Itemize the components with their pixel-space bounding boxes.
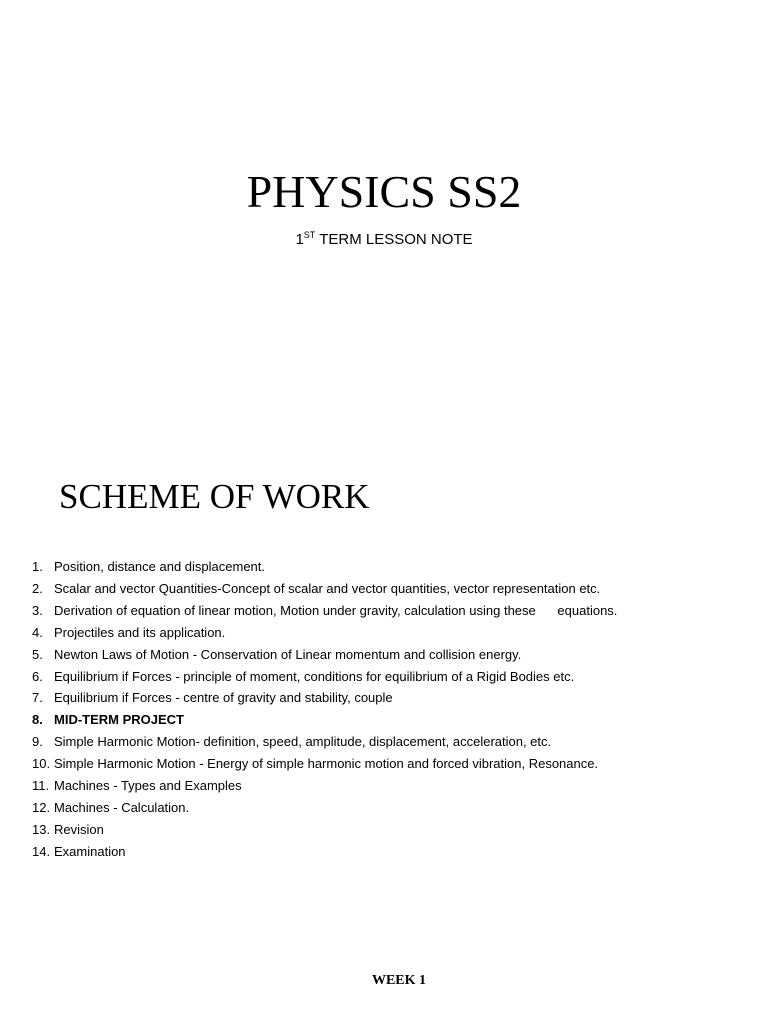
list-item-number: 13. xyxy=(32,821,51,837)
list-item-text: Machines - Types and Examples xyxy=(54,778,242,794)
list-item-text: Examination xyxy=(54,843,126,859)
list-item-number: 10. xyxy=(32,756,51,772)
scheme-heading: SCHEME OF WORK xyxy=(59,477,370,516)
scheme-list xyxy=(32,556,617,863)
list-item-text: Position, distance and displacement. xyxy=(54,559,266,574)
list-item xyxy=(32,644,617,666)
list-item-text: Scalar and vector Quantities-Concept of scalar and vector quantities, vector representation etc. xyxy=(54,580,601,596)
list-item xyxy=(32,841,617,863)
list-item-text: Newton Laws of Motion - Conservation of Linear momentum and collision energy. xyxy=(54,646,522,662)
subtitle-ordinal: 1 xyxy=(295,231,304,248)
list-item-number: 3. xyxy=(32,602,43,618)
list-item-midterm xyxy=(32,709,617,731)
page-title: PHYSICS SS2 xyxy=(246,166,522,217)
list-item xyxy=(32,622,617,644)
list-item xyxy=(32,775,617,797)
term-subtitle xyxy=(0,230,768,250)
list-item-text: Equilibrium if Forces - principle of moment, conditions for equilibrium of a Rigid Bodies etc. xyxy=(54,668,575,684)
list-item-number: 11. xyxy=(32,778,50,794)
list-item xyxy=(32,797,617,819)
list-item xyxy=(32,600,617,622)
list-item-text: Machines - Calculation. xyxy=(54,799,190,815)
list-item xyxy=(32,731,617,753)
list-item-number: 5. xyxy=(32,646,43,662)
list-item-text: Equilibrium if Forces - centre of gravity and stability, couple xyxy=(54,690,393,706)
list-item-number: 1. xyxy=(32,559,43,574)
list-item xyxy=(32,666,617,688)
list-item xyxy=(32,687,617,709)
subtitle-ordinal-suffix: ST xyxy=(303,230,316,240)
list-item xyxy=(32,578,617,600)
subtitle-text: TERM LESSON NOTE xyxy=(315,231,473,248)
list-item xyxy=(32,819,617,841)
list-item-text: Projectiles and its application. xyxy=(54,624,226,640)
list-item xyxy=(32,556,617,578)
week-label: WEEK 1 xyxy=(371,973,427,988)
list-item-number: 12. xyxy=(32,799,51,815)
list-item-number: 8. xyxy=(32,712,43,728)
list-item xyxy=(32,753,617,775)
list-item-number: 6. xyxy=(32,668,43,684)
list-item-text: MID-TERM PROJECT xyxy=(54,712,184,728)
list-item-number: 4. xyxy=(32,624,43,640)
list-item-text: Derivation of equation of linear motion, Motion under gravity, calculation using these equations. xyxy=(54,602,618,618)
list-item-number: 7. xyxy=(32,690,43,706)
list-item-text: Simple Harmonic Motion- definition, speed, amplitude, displacement, acceleration, etc. xyxy=(54,734,552,750)
list-item-number: 2. xyxy=(32,580,43,596)
list-item-number: 9. xyxy=(32,734,43,750)
list-item-text: Simple Harmonic Motion - Energy of simple harmonic motion and forced vibration, Resonance. xyxy=(54,756,599,772)
list-item-text: Revision xyxy=(54,821,104,837)
list-item-number: 14. xyxy=(32,843,51,859)
